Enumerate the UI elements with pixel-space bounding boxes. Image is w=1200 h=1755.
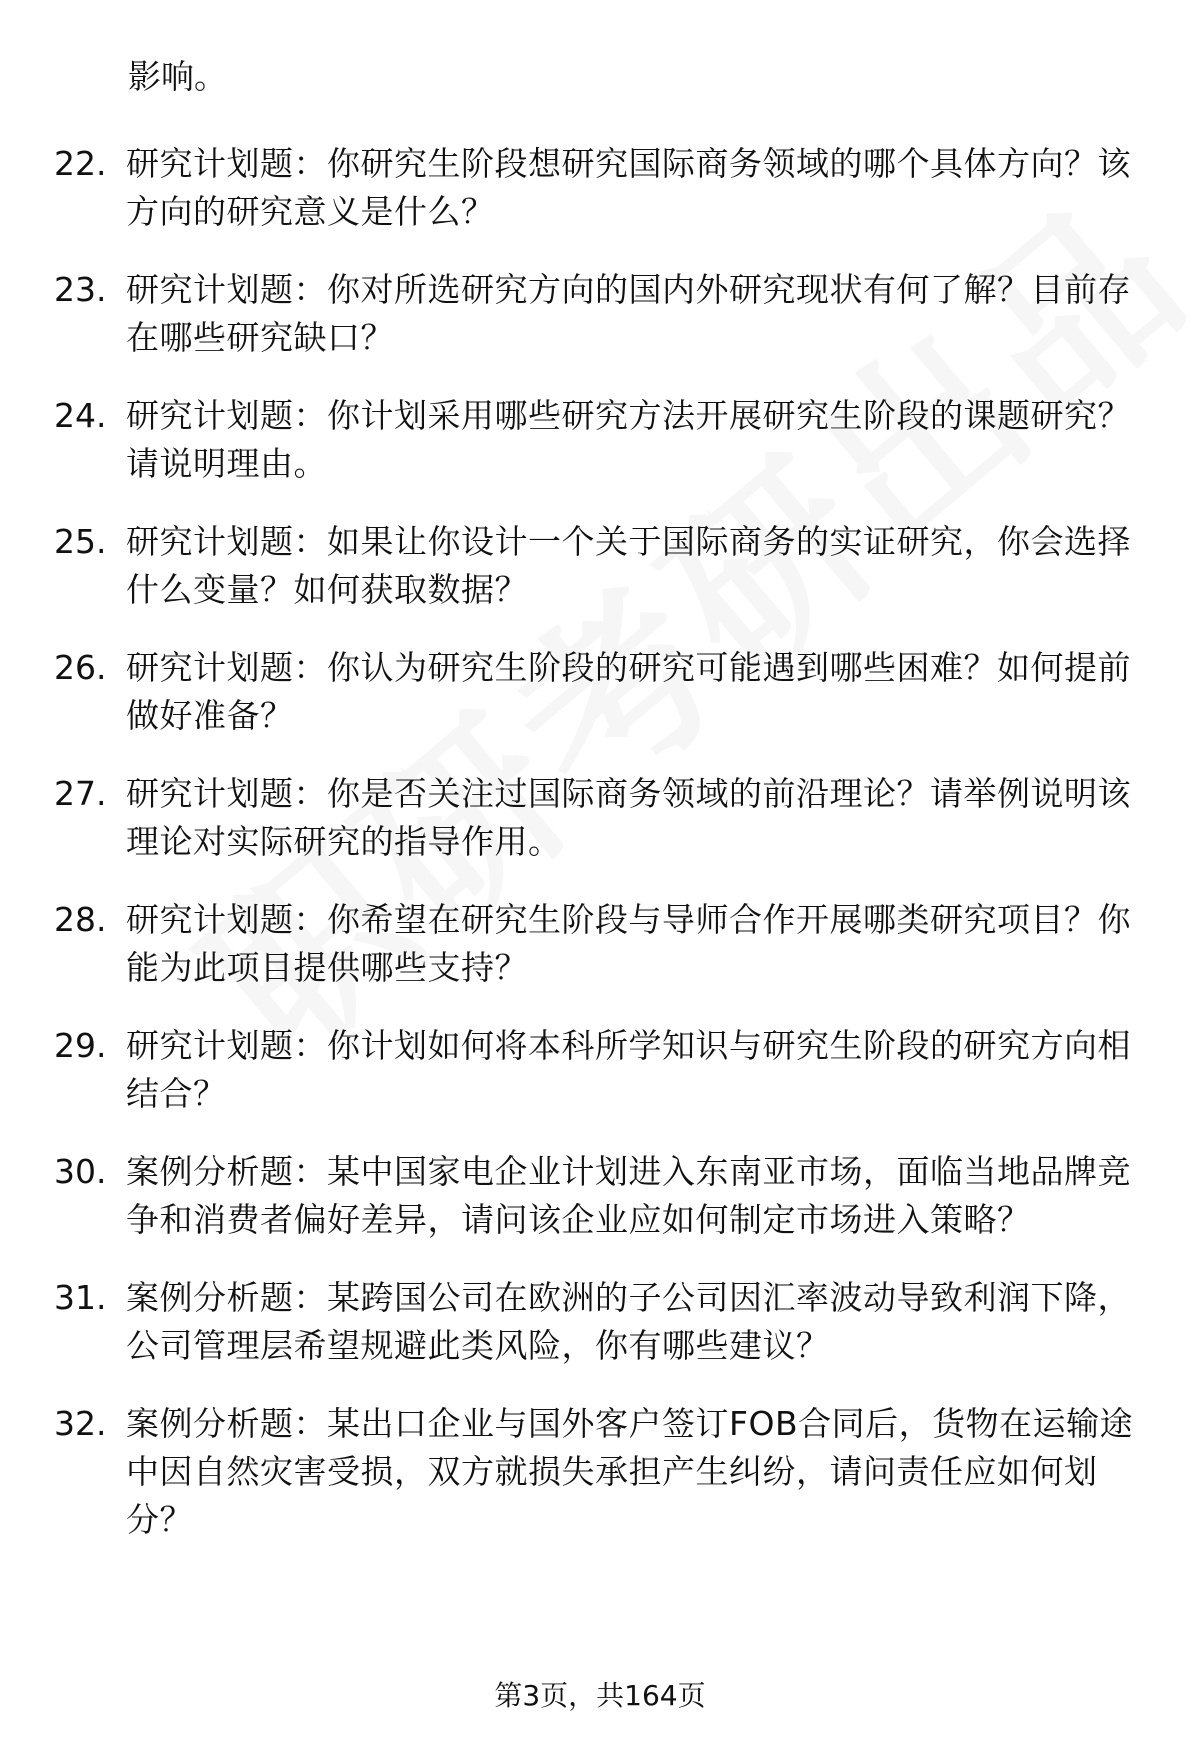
question-number: 32. xyxy=(54,1404,107,1443)
page-footer: 第3页，共164页 xyxy=(494,1679,706,1712)
question-text: 研究计划题：你研究生阶段想研究国际商务领域的哪个具体方向？该方向的研究意义是什么？ xyxy=(126,144,1131,231)
question-number: 30. xyxy=(54,1152,107,1191)
question-item xyxy=(0,1022,1200,1118)
question-text: 研究计划题：你计划如何将本科所学知识与研究生阶段的研究方向相结合？ xyxy=(126,1026,1131,1113)
continuation-text: 影响。 xyxy=(128,57,227,96)
question-number: 26. xyxy=(54,648,107,687)
question-text: 研究计划题：你是否关注过国际商务领域的前沿理论？请举例说明该理论对实际研究的指导作用。 xyxy=(126,774,1131,861)
question-text: 研究计划题：你对所选研究方向的国内外研究现状有何了解？目前存在哪些研究缺口？ xyxy=(126,270,1131,357)
question-list xyxy=(0,140,1200,1574)
question-item xyxy=(0,392,1200,488)
question-item xyxy=(0,770,1200,866)
question-item xyxy=(0,1400,1200,1544)
question-item xyxy=(0,518,1200,614)
question-number: 23. xyxy=(54,270,107,309)
question-text: 案例分析题：某出口企业与国外客户签订FOB合同后，货物在运输途中因自然灾害受损，双方就损失承担产生纠纷，请问责任应如何划分？ xyxy=(126,1404,1134,1539)
question-text: 研究计划题：你认为研究生阶段的研究可能遇到哪些困难？如何提前做好准备？ xyxy=(126,648,1131,735)
question-text: 研究计划题：你计划采用哪些研究方法开展研究生阶段的课题研究？请说明理由。 xyxy=(126,396,1131,483)
question-item xyxy=(0,1274,1200,1370)
question-text: 案例分析题：某中国家电企业计划进入东南亚市场，面临当地品牌竞争和消费者偏好差异，请问该企业应如何制定市场进入策略？ xyxy=(126,1152,1131,1239)
question-item xyxy=(0,896,1200,992)
question-number: 27. xyxy=(54,774,107,813)
question-item xyxy=(0,266,1200,362)
question-item xyxy=(0,644,1200,740)
question-item xyxy=(0,140,1200,236)
question-number: 24. xyxy=(54,396,107,435)
question-number: 28. xyxy=(54,900,107,939)
question-number: 22. xyxy=(54,144,107,183)
question-number: 29. xyxy=(54,1026,107,1065)
question-text: 研究计划题：你希望在研究生阶段与导师合作开展哪类研究项目？你能为此项目提供哪些支持？ xyxy=(126,900,1131,987)
question-text: 研究计划题：如果让你设计一个关于国际商务的实证研究，你会选择什么变量？如何获取数据？ xyxy=(126,522,1131,609)
question-text: 案例分析题：某跨国公司在欧洲的子公司因汇率波动导致利润下降，公司管理层希望规避此类风险，你有哪些建议？ xyxy=(126,1278,1131,1365)
question-item xyxy=(0,1148,1200,1244)
question-number: 25. xyxy=(54,522,107,561)
question-number: 31. xyxy=(54,1278,107,1317)
